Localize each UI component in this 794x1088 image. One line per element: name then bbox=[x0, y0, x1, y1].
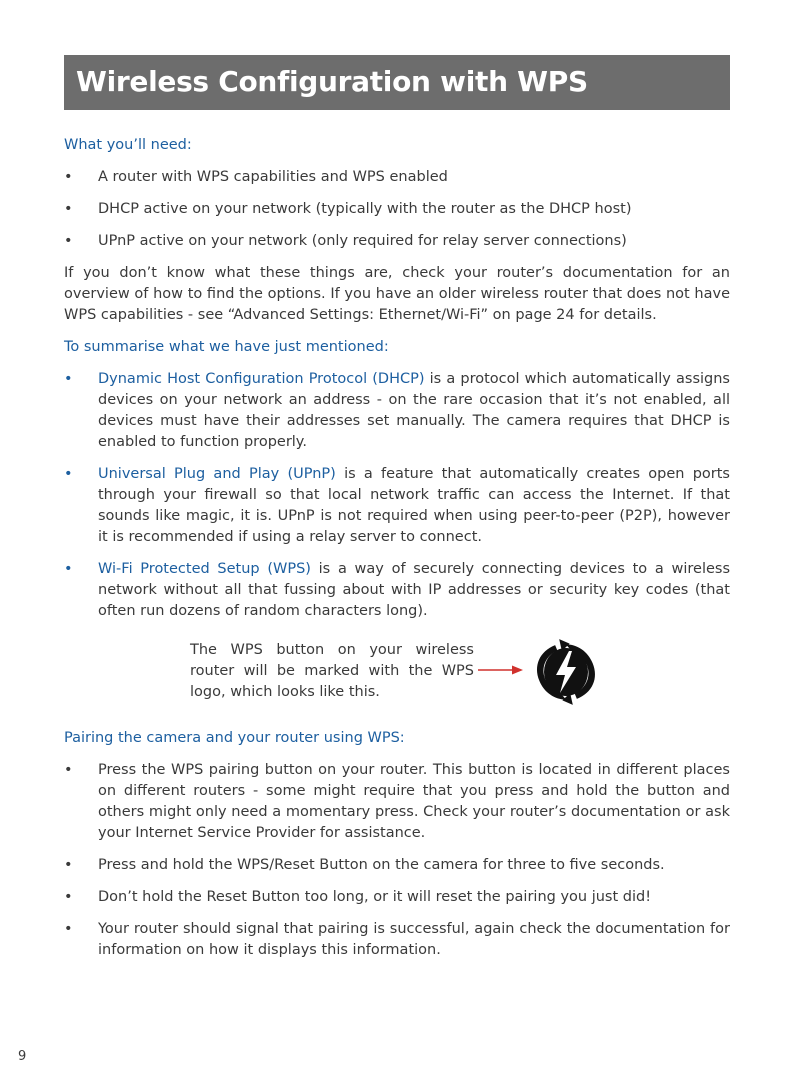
list-item bbox=[64, 855, 730, 876]
title-bar bbox=[64, 55, 730, 110]
summary-heading: To summarise what we have just mentioned: bbox=[64, 339, 389, 355]
page-number: 9 bbox=[18, 1049, 27, 1064]
bullet: • bbox=[64, 561, 73, 577]
pairing-step-text: Don’t hold the Reset Button too long, or it will reset the pairing you just did! bbox=[98, 889, 652, 905]
need-item-text: DHCP active on your network (typically with the router as the DHCP host) bbox=[98, 201, 632, 217]
wps-logo-icon bbox=[526, 637, 606, 707]
bullet: • bbox=[64, 921, 73, 937]
list-item bbox=[64, 919, 730, 961]
need-heading: What you’ll need: bbox=[64, 137, 192, 153]
list-item bbox=[64, 464, 730, 548]
pairing-heading: Pairing the camera and your router using WPS: bbox=[64, 730, 405, 746]
term-wps: Wi-Fi Protected Setup (WPS) bbox=[98, 561, 311, 577]
list-item bbox=[64, 887, 730, 908]
list-item bbox=[64, 369, 730, 453]
page-title: Wireless Configuration with WPS bbox=[76, 65, 588, 98]
pairing-step-text: Your router should signal that pairing is successful, again check the documentation for information on how it displays this information. bbox=[98, 921, 730, 958]
pairing-step-text: Press the WPS pairing button on your router. This button is located in different places on different routers - some might require that you press and hold the button and others might only need a momentary press. Check your router’s documentation or ask your Internet Service Provider for assistance. bbox=[98, 762, 730, 841]
need-item-text: A router with WPS capabilities and WPS enabled bbox=[98, 169, 448, 185]
term-description: is a feature that automatically creates open ports through your firewall so that local network traffic can access the Internet. If that sounds like magic, it is. UPnP is not required when using peer-to-peer (P2P), however it is recommended if using a relay server to connect. bbox=[98, 466, 730, 545]
list-item bbox=[64, 167, 730, 188]
arrow-icon bbox=[478, 663, 524, 677]
term-upnp: Universal Plug and Play (UPnP) bbox=[98, 466, 336, 482]
bullet: • bbox=[64, 371, 73, 387]
bullet: • bbox=[64, 762, 73, 778]
term-dhcp: Dynamic Host Configuration Protocol (DHCP) bbox=[98, 371, 425, 387]
wps-note: The WPS button on your wireless router will be marked with the WPS logo, which looks like this. bbox=[190, 642, 474, 700]
wps-logo-note bbox=[64, 633, 730, 711]
bullet: • bbox=[64, 169, 73, 185]
list-item bbox=[64, 760, 730, 844]
list-item bbox=[64, 199, 730, 220]
intro-paragraph: If you don’t know what these things are, check your router’s documentation for an overview of how to find the options. If you have an older wireless router that does not have WPS capabilities - see “Advanced Settings: Ethernet/Wi-Fi” on page 24 for details. bbox=[64, 265, 730, 323]
summary-list bbox=[64, 369, 730, 622]
bullet: • bbox=[64, 201, 73, 217]
pairing-list bbox=[64, 760, 730, 961]
bullet: • bbox=[64, 466, 73, 482]
term-description: is a protocol which automatically assigns devices on your network an address - on the rare occasion that it’s not enabled, all devices must have their addresses set manually. The camera requires that DHCP is enabled to function properly. bbox=[98, 371, 730, 450]
bullet: • bbox=[64, 857, 73, 873]
bullet: • bbox=[64, 233, 73, 249]
list-item bbox=[64, 559, 730, 622]
bullet: • bbox=[64, 889, 73, 905]
list-item bbox=[64, 231, 730, 252]
need-item-text: UPnP active on your network (only required for relay server connections) bbox=[98, 233, 627, 249]
need-list bbox=[64, 167, 730, 252]
term-description: is a way of securely connecting devices to a wireless network without all that fussing about with IP addresses or security key codes (that often run dozens of random characters long). bbox=[98, 561, 731, 619]
content bbox=[64, 135, 730, 972]
pairing-step-text: Press and hold the WPS/Reset Button on the camera for three to five seconds. bbox=[98, 857, 665, 873]
